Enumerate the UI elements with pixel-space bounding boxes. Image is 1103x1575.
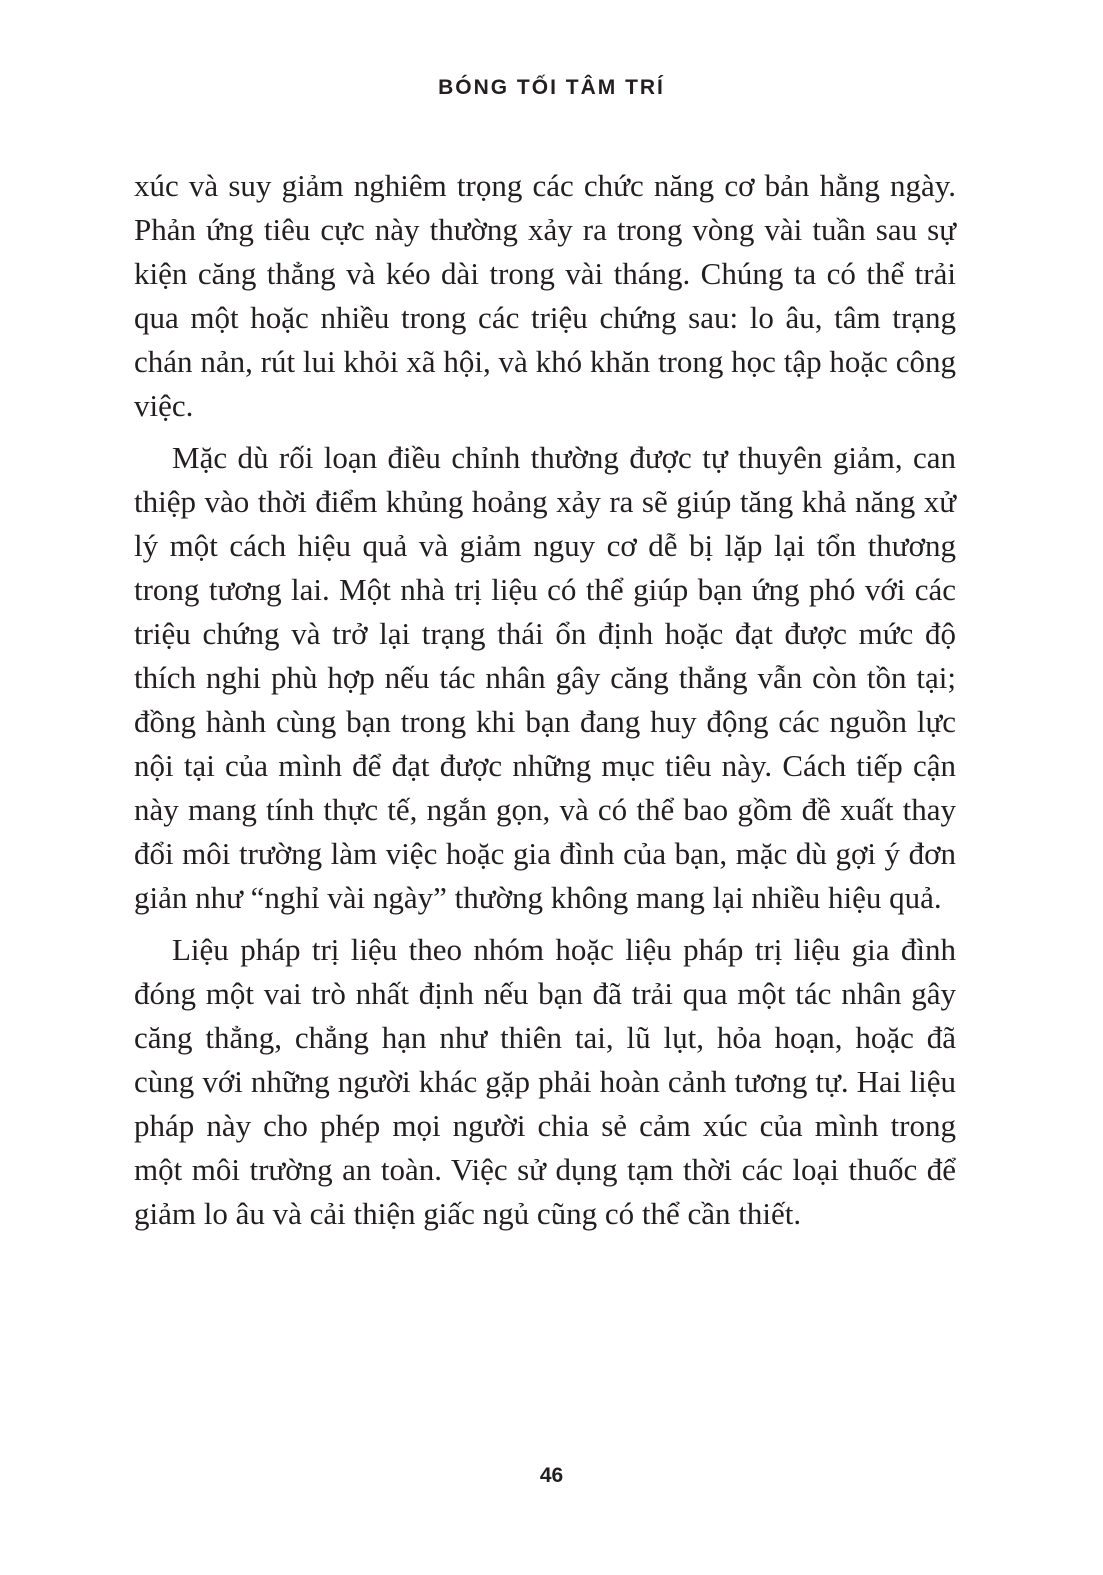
paragraph-3: Liệu pháp trị liệu theo nhóm hoặc liệu pháp trị liệu gia đình đóng một vai trò nhất định nếu bạn đã trải qua một tác nhân gây căng thẳng, chẳng hạn như thiên tai, lũ lụt, hỏa hoạn, hoặc đã cùng với những người khác gặp phải hoàn cảnh tương tự. Hai liệu pháp này cho phép mọi người chia sẻ cảm xúc của mình trong một môi trường an toàn. Việc sử dụng tạm thời các loại thuốc để giảm lo âu và cải thiện giấc ngủ cũng có thể cần thiết. (134, 932, 956, 1231)
paragraph-2: Mặc dù rối loạn điều chỉnh thường được tự thuyên giảm, can thiệp vào thời điểm khủng hoảng xảy ra sẽ giúp tăng khả năng xử lý một cách hiệu quả và giảm nguy cơ dễ bị lặp lại tổn thương trong tương lai. Một nhà trị liệu có thể giúp bạn ứng phó với các triệu chứng và trở lại trạng thái ổn định hoặc đạt được mức độ thích nghi phù hợp nếu tác nhân gây căng thẳng vẫn còn tồn tại; đồng hành cùng bạn trong khi bạn đang huy động các nguồn lực nội tại của mình để đạt được những mục tiêu này. Cách tiếp cận này mang tính thực tế, ngắn gọn, và có thể bao gồm đề xuất thay đổi môi trường làm việc hoặc gia đình của bạn, mặc dù gợi ý đơn giản như “nghỉ vài ngày” thường không mang lại nhiều hiệu quả. (134, 440, 956, 915)
page-number: 46 (539, 1464, 564, 1487)
paragraph-1: xúc và suy giảm nghiêm trọng các chức năng cơ bản hằng ngày. Phản ứng tiêu cực này thường xảy ra trong vòng vài tuần sau sự kiện căng thẳng và kéo dài trong vài tháng. Chúng ta có thể trải qua một hoặc nhiều trong các triệu chứng sau: lo âu, tâm trạng chán nản, rút lui khỏi xã hội, và khó khăn trong học tập hoặc công việc. (134, 168, 956, 423)
running-header: BÓNG TỐI TÂM TRÍ (438, 76, 665, 99)
body-text (134, 164, 956, 1236)
